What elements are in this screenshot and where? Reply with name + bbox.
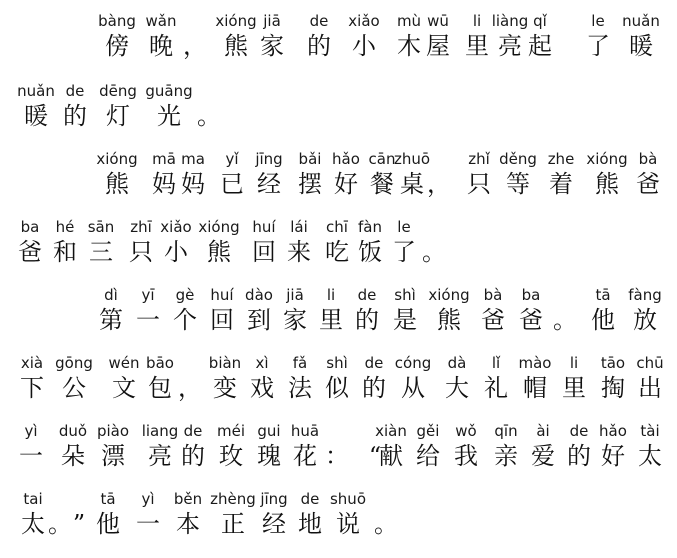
text-line: [0, 354, 677, 422]
hanzi-character: 戏: [250, 374, 274, 402]
hanzi-character: 包: [148, 374, 172, 402]
hanzi-character: 朵: [61, 442, 85, 470]
hanzi-character: 好: [601, 442, 625, 470]
pinyin-syllable: shì: [326, 354, 348, 372]
pinyin-syllable: yì: [24, 422, 38, 440]
hanzi-character: 暖: [629, 32, 653, 60]
hanzi-character: 放: [633, 306, 657, 334]
pinyin-syllable: jiā: [286, 286, 304, 304]
pinyin-syllable: zhǐ: [468, 150, 490, 168]
hanzi-character: 本: [176, 510, 200, 538]
hanzi-character: 木: [397, 32, 421, 60]
hanzi-character: 小: [352, 32, 376, 60]
hanzi-character: 家: [283, 306, 307, 334]
punctuation-mark: 。: [374, 510, 398, 538]
pinyin-syllable: zhe: [547, 150, 575, 168]
hanzi-character: 给: [416, 442, 440, 470]
hanzi-character: 到: [247, 306, 271, 334]
hanzi-character: 熊: [224, 32, 248, 60]
punctuation-mark: “: [368, 442, 382, 470]
hanzi-character: 熊: [207, 238, 231, 266]
pinyin-syllable: qīn: [494, 422, 518, 440]
punctuation-mark: 。: [422, 238, 446, 266]
pinyin-syllable: méi: [216, 422, 245, 440]
pinyin-syllable: jiā: [263, 12, 281, 30]
pinyin-syllable: de: [183, 422, 203, 440]
pinyin-syllable: guāng: [145, 82, 193, 100]
hanzi-character: 出: [638, 374, 662, 402]
hanzi-character: 餐: [370, 170, 394, 198]
pinyin-syllable: yì: [141, 490, 155, 508]
hanzi-character: 我: [454, 442, 478, 470]
pinyin-syllable: de: [357, 286, 377, 304]
pinyin-syllable: tai: [23, 490, 43, 508]
pinyin-syllable: qǐ: [533, 12, 547, 30]
text-line: [0, 82, 677, 150]
pinyin-syllable: li: [569, 354, 579, 372]
hanzi-character: 回: [210, 306, 234, 334]
hanzi-character: 和: [53, 238, 77, 266]
pinyin-syllable: lǐ: [491, 354, 501, 372]
pinyin-syllable: zhuō: [393, 150, 431, 168]
pinyin-syllable: yī: [141, 286, 155, 304]
hanzi-character: 桌: [400, 170, 424, 198]
text-line: [0, 218, 677, 286]
hanzi-character: 爸: [519, 306, 543, 334]
hanzi-character: 文: [112, 374, 136, 402]
hanzi-character: 他: [591, 306, 615, 334]
pinyin-syllable: ài: [536, 422, 550, 440]
hanzi-character: 似: [325, 374, 349, 402]
hanzi-character: 爸: [636, 170, 660, 198]
pinyin-syllable: hǎo: [332, 150, 360, 168]
hanzi-character: 熊: [595, 170, 619, 198]
punctuation-mark: ，: [178, 374, 202, 402]
pinyin-syllable: xiàn: [375, 422, 407, 440]
text-line: [0, 12, 677, 80]
pinyin-syllable: xià: [20, 354, 44, 372]
hanzi-character: 是: [393, 306, 417, 334]
hanzi-character: 太: [21, 510, 45, 538]
pinyin-syllable: mào: [518, 354, 552, 372]
pinyin-syllable: dì: [104, 286, 118, 304]
pinyin-syllable: mā: [152, 150, 176, 168]
pinyin-syllable: chū: [636, 354, 664, 372]
pinyin-syllable: shì: [394, 286, 416, 304]
punctuation-mark: ，: [427, 170, 451, 198]
hanzi-character: 等: [506, 170, 530, 198]
hanzi-character: 爸: [481, 306, 505, 334]
hanzi-character: 里: [319, 306, 343, 334]
hanzi-character: 他: [96, 510, 120, 538]
pinyin-syllable: xiǎo: [160, 218, 192, 236]
pinyin-syllable: sān: [87, 218, 115, 236]
pinyin-syllable: de: [65, 82, 85, 100]
pinyin-syllable: tā: [100, 490, 116, 508]
pinyin-syllable: hé: [55, 218, 75, 236]
pinyin-syllable: tài: [640, 422, 660, 440]
text-line: [0, 150, 677, 218]
hanzi-character: 说: [336, 510, 360, 538]
pinyin-syllable: huā: [290, 422, 320, 440]
pinyin-syllable: ba: [20, 218, 40, 236]
hanzi-character: 三: [89, 238, 113, 266]
hanzi-character: 只: [467, 170, 491, 198]
hanzi-character: 的: [567, 442, 591, 470]
text-line: [0, 490, 677, 558]
hanzi-character: 一: [136, 510, 160, 538]
hanzi-character: 熊: [437, 306, 461, 334]
hanzi-character: 的: [307, 32, 331, 60]
pinyin-syllable: cān: [368, 150, 396, 168]
hanzi-character: 漂: [101, 442, 125, 470]
hanzi-character: 正: [221, 510, 245, 538]
pinyin-syllable: nuǎn: [622, 12, 660, 30]
pinyin-syllable: li: [326, 286, 336, 304]
hanzi-character: 第: [99, 306, 123, 334]
hanzi-character: 从: [401, 374, 425, 402]
hanzi-character: 经: [257, 170, 281, 198]
pinyin-syllable: jīng: [260, 490, 288, 508]
hanzi-character: 吃: [325, 238, 349, 266]
hanzi-character: 熊: [105, 170, 129, 198]
hanzi-character: 晚: [149, 32, 173, 60]
pinyin-syllable: de: [300, 490, 320, 508]
hanzi-character: 来: [287, 238, 311, 266]
hanzi-character: 经: [262, 510, 286, 538]
pinyin-syllable: bàng: [98, 12, 136, 30]
pinyin-syllable: de: [569, 422, 589, 440]
hanzi-character: 妈: [152, 170, 176, 198]
punctuation-mark: 。: [48, 510, 72, 538]
pinyin-syllable: fàng: [628, 286, 662, 304]
hanzi-character: 了: [586, 32, 610, 60]
pinyin-syllable: wén: [108, 354, 140, 372]
hanzi-character: 灯: [106, 102, 130, 130]
hanzi-character: 回: [252, 238, 276, 266]
hanzi-character: 妈: [181, 170, 205, 198]
hanzi-character: 起: [528, 32, 552, 60]
hanzi-character: 亲: [494, 442, 518, 470]
hanzi-character: 了: [392, 238, 416, 266]
pinyin-syllable: bà: [483, 286, 503, 304]
pinyin-syllable: tāo: [600, 354, 626, 372]
punctuation-mark: ，: [183, 32, 207, 60]
pinyin-syllable: piào: [96, 422, 130, 440]
pinyin-syllable: dào: [245, 286, 273, 304]
punctuation-mark: ：: [325, 442, 349, 470]
pinyin-syllable: gè: [175, 286, 195, 304]
hanzi-character: 公: [62, 374, 86, 402]
pinyin-syllable: gěi: [416, 422, 440, 440]
pinyin-syllable: huí: [210, 286, 234, 304]
pinyin-syllable: lái: [290, 218, 308, 236]
pinyin-syllable: de: [309, 12, 329, 30]
hanzi-character: 礼: [484, 374, 508, 402]
hanzi-character: 一: [136, 306, 160, 334]
hanzi-character: 饭: [358, 238, 382, 266]
punctuation-mark: 。: [197, 102, 221, 130]
punctuation-mark: 。: [553, 306, 577, 334]
pinyin-syllable: dà: [447, 354, 467, 372]
hanzi-character: 个: [173, 306, 197, 334]
hanzi-character: 里: [465, 32, 489, 60]
pinyin-syllable: xì: [255, 354, 269, 372]
pinyin-syllable: dēng: [99, 82, 137, 100]
hanzi-character: 家: [260, 32, 284, 60]
hanzi-character: 只: [129, 238, 153, 266]
pinyin-syllable: huí: [252, 218, 276, 236]
hanzi-character: 爸: [18, 238, 42, 266]
hanzi-character: 一: [19, 442, 43, 470]
pinyin-syllable: le: [397, 218, 411, 236]
pinyin-syllable: děng: [499, 150, 537, 168]
pinyin-syllable: liang: [141, 422, 179, 440]
pinyin-syllable: biàn: [208, 354, 242, 372]
pinyin-syllable: shuō: [329, 490, 366, 508]
hanzi-character: 着: [549, 170, 573, 198]
pinyin-syllable: ba: [521, 286, 541, 304]
hanzi-character: 掏: [601, 374, 625, 402]
pinyin-syllable: cóng: [394, 354, 432, 372]
hanzi-character: 的: [181, 442, 205, 470]
pinyin-syllable: xióng: [428, 286, 470, 304]
hanzi-character: 小: [164, 238, 188, 266]
hanzi-character: 玫: [219, 442, 243, 470]
pinyin-syllable: xióng: [198, 218, 240, 236]
pinyin-syllable: tā: [595, 286, 611, 304]
pinyin-syllable: zhèng: [210, 490, 256, 508]
pinyin-syllable: xióng: [96, 150, 138, 168]
hanzi-character: 献: [379, 442, 403, 470]
pinyin-syllable: běn: [173, 490, 203, 508]
hanzi-character: 傍: [105, 32, 129, 60]
pinyin-syllable: liàng: [491, 12, 529, 30]
pinyin-syllable: wǎn: [145, 12, 177, 30]
pinyin-syllable: nuǎn: [17, 82, 55, 100]
pinyin-syllable: gui: [257, 422, 281, 440]
pinyin-syllable: bà: [638, 150, 658, 168]
hanzi-character: 瑰: [257, 442, 281, 470]
punctuation-mark: ”: [72, 510, 86, 538]
pinyin-syllable: chī: [326, 218, 348, 236]
pinyin-syllable: fàn: [358, 218, 382, 236]
text-line: [0, 286, 677, 354]
pinyin-syllable: hǎo: [599, 422, 627, 440]
pinyin-syllable: bāo: [146, 354, 174, 372]
hanzi-character: 亮: [148, 442, 172, 470]
hanzi-character: 花: [293, 442, 317, 470]
pinyin-syllable: fǎ: [292, 354, 308, 372]
hanzi-character: 的: [63, 102, 87, 130]
pinyin-syllable: ma: [181, 150, 205, 168]
pinyin-syllable: zhī: [130, 218, 152, 236]
hanzi-character: 屋: [426, 32, 450, 60]
pinyin-syllable: gōng: [55, 354, 93, 372]
pinyin-syllable: mù: [396, 12, 422, 30]
pinyin-syllable: wǒ: [455, 422, 477, 440]
hanzi-character: 大: [445, 374, 469, 402]
hanzi-character: 下: [20, 374, 44, 402]
hanzi-character: 法: [288, 374, 312, 402]
hanzi-character: 变: [213, 374, 237, 402]
hanzi-character: 摆: [298, 170, 322, 198]
pinyin-syllable: yǐ: [225, 150, 239, 168]
text-line: [0, 422, 677, 490]
hanzi-character: 爱: [531, 442, 555, 470]
pinyin-syllable: li: [472, 12, 482, 30]
hanzi-character: 的: [362, 374, 386, 402]
pinyin-syllable: wū: [427, 12, 449, 30]
pinyin-syllable: bǎi: [298, 150, 322, 168]
hanzi-character: 地: [298, 510, 322, 538]
hanzi-character: 亮: [498, 32, 522, 60]
pinyin-syllable: le: [591, 12, 605, 30]
hanzi-character: 好: [334, 170, 358, 198]
pinyin-syllable: jīng: [255, 150, 283, 168]
hanzi-character: 里: [562, 374, 586, 402]
hanzi-character: 太: [638, 442, 662, 470]
pinyin-syllable: xióng: [215, 12, 257, 30]
hanzi-character: 的: [355, 306, 379, 334]
pinyin-syllable: xióng: [586, 150, 628, 168]
pinyin-syllable: duǒ: [58, 422, 88, 440]
hanzi-character: 光: [157, 102, 181, 130]
hanzi-character: 暖: [24, 102, 48, 130]
pinyin-syllable: de: [364, 354, 384, 372]
hanzi-character: 帽: [523, 374, 547, 402]
hanzi-character: 已: [220, 170, 244, 198]
pinyin-syllable: xiǎo: [348, 12, 380, 30]
